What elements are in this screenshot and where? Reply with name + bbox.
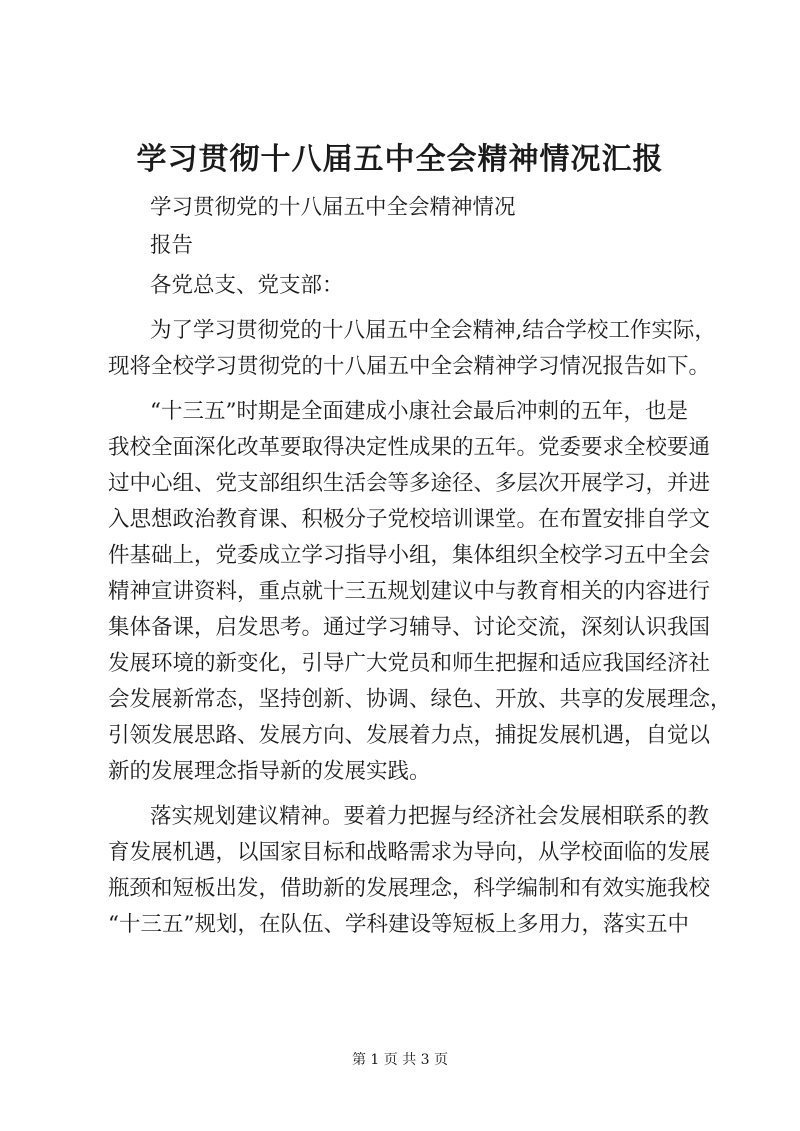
subtitle-line-2: 报告: [150, 233, 194, 258]
paragraph-line: 入思想政治教育课、积极分子党校培训课堂。在布置安排自学文: [108, 507, 711, 532]
paragraph-line: 引领发展思路、发展方向、发展着力点，捕捉发展机遇，自觉以: [108, 723, 711, 748]
paragraph-line: 会发展新常态，坚持创新、协调、绿色、开放、共享的发展理念，: [108, 687, 732, 712]
document-title: 学习贯彻十八届五中全会精神情况汇报: [136, 142, 664, 177]
paragraph-line: 为了学习贯彻党的十八届五中全会精神,结合学校工作实际，: [150, 318, 716, 343]
page-number: 第 1 页 共 3 页: [351, 1052, 449, 1068]
paragraph-line: “十三五”规划，在队伍、学科建设等短板上多用力，落实五中: [108, 912, 689, 937]
paragraph-line: 新的发展理念指导新的发展实践。: [108, 759, 431, 784]
paragraph-line: 我校全面深化改革要取得决定性成果的五年。党委要求全校要通: [108, 435, 711, 460]
subtitle-line: 学习贯彻党的十八届五中全会精神情况: [150, 195, 516, 220]
paragraph-line: 过中心组、党支部组织生活会等多途径、多层次开展学习，并进: [108, 471, 711, 496]
paragraph-line: 瓶颈和短板出发，借助新的发展理念，科学编制和有效实施我校: [108, 876, 711, 901]
paragraph-line: 育发展机遇，以国家目标和战略需求为导向，从学校面临的发展: [108, 840, 711, 865]
paragraph-line: 发展环境的新变化，引导广大党员和师生把握和适应我国经济社: [108, 651, 711, 676]
salutation: 各党总支、党支部：: [150, 273, 344, 298]
paragraph-line: 件基础上，党委成立学习指导小组，集体组织全校学习五中全会: [108, 543, 711, 568]
paragraph-line: 集体备课，启发思考。通过学习辅导、讨论交流，深刻认识我国: [108, 615, 711, 640]
paragraph-line: “十三五”时期是全面建成小康社会最后冲刺的五年，也是: [150, 399, 688, 424]
paragraph-line: 精神宣讲资料，重点就十三五规划建议中与教育相关的内容进行: [108, 579, 711, 604]
paragraph-line: 落实规划建议精神。要着力把握与经济社会发展相联系的教: [150, 804, 710, 829]
paragraph-line: 现将全校学习贯彻党的十八届五中全会精神学习情况报告如下。: [108, 354, 711, 379]
